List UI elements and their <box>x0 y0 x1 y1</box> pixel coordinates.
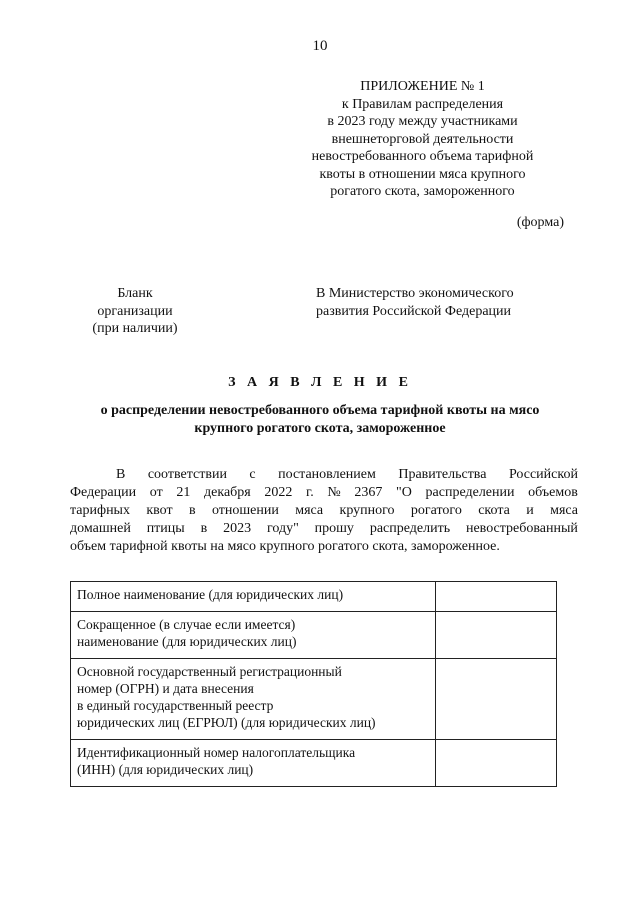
page-number: 10 <box>312 38 328 54</box>
paragraph-word: постановлением <box>278 467 376 482</box>
paragraph-word: распределить <box>369 521 451 536</box>
row-label <box>71 659 436 740</box>
row-value-cell[interactable] <box>435 659 556 740</box>
org-blank-line: Бланк <box>117 286 153 301</box>
paragraph-word: отношении <box>211 503 279 518</box>
paragraph-word: В <box>116 467 126 482</box>
row-label-line: наименование (для юридических лиц) <box>77 634 297 649</box>
paragraph-word: декабря <box>204 485 251 500</box>
paragraph-word: объем тарифной квоты на мясо крупного рогатого скота, замороженное. <box>70 539 500 554</box>
paragraph-word: и <box>526 503 534 518</box>
paragraph-word: рогатого <box>410 503 462 518</box>
paragraph-word: в <box>188 503 196 518</box>
row-label-line: (ИНН) (для юридических лиц) <box>77 762 254 777</box>
paragraph-word: Федерации <box>70 485 137 500</box>
addressee-line: развития Российской Федерации <box>316 303 512 319</box>
appendix-line: квоты в отношении мяса крупного <box>319 166 526 182</box>
paragraph-word: мяса <box>550 503 578 518</box>
paragraph-word: в <box>200 521 208 536</box>
appendix-line: невостребованного объема тарифной <box>311 149 534 164</box>
subtitle-line: о распределении невостребованного объема тарифной квоты на мясо <box>100 403 540 418</box>
addressee-block <box>316 285 616 320</box>
paragraph-word: 2022 <box>264 485 293 500</box>
appendix-line: рогатого скота, замороженного <box>330 184 515 199</box>
paragraph-word: распределении <box>425 485 515 500</box>
row-label-line: Сокращенное (в случае если имеется) <box>77 617 296 632</box>
subtitle-line: крупного рогатого скота, замороженное <box>194 421 446 436</box>
paragraph-word: скота <box>478 503 510 518</box>
appendix-line: ПРИЛОЖЕНИЕ № 1 <box>360 79 485 94</box>
table-row <box>71 582 557 612</box>
table-row <box>71 612 557 659</box>
paragraph-word: прошу <box>314 521 354 536</box>
row-label <box>71 612 436 659</box>
row-value-cell[interactable] <box>435 612 556 659</box>
document-title: З А Я В Л Е Н И Е <box>228 375 412 390</box>
paragraph-word: году" <box>266 521 299 536</box>
paragraph-word: невостребованный <box>465 521 578 536</box>
paragraph-word: тарифных <box>70 503 130 518</box>
paragraph-word: птицы <box>146 521 185 536</box>
form-note: (форма) <box>516 215 564 230</box>
applicant-info-table <box>70 581 557 787</box>
row-label-line: юридических лиц (ЕГРЮЛ) (для юридических лиц) <box>77 715 376 730</box>
table-row <box>71 740 557 787</box>
paragraph-word: "О <box>396 485 412 500</box>
appendix-line: в 2023 году между участниками <box>327 114 518 129</box>
organization-letterhead-block <box>70 285 200 338</box>
addressee-line: В Министерство экономического <box>316 286 514 301</box>
table-row <box>71 659 557 740</box>
paragraph-word: 2023 <box>223 521 252 536</box>
paragraph-word: 21 <box>176 485 191 500</box>
paragraph-word: объемов <box>528 485 578 500</box>
appendix-header <box>300 78 545 201</box>
appendix-line: внешнеторговой деятельности <box>331 131 514 147</box>
request-paragraph <box>70 466 578 556</box>
paragraph-word: с <box>249 467 256 482</box>
paragraph-word: № <box>327 485 341 500</box>
row-label-line: Идентификационный номер налогоплательщика <box>77 745 356 760</box>
paragraph-word: квот <box>146 503 173 518</box>
paragraph-line <box>70 538 578 556</box>
row-label-line: Полное наименование (для юридических лиц) <box>77 587 344 602</box>
paragraph-word: крупного <box>339 503 395 518</box>
paragraph-word: от <box>149 485 163 500</box>
row-label <box>71 740 436 787</box>
paragraph-line <box>70 502 578 520</box>
appendix-line: к Правилам распределения <box>341 96 504 112</box>
paragraph-word: Российской <box>508 467 578 482</box>
row-value-cell[interactable] <box>435 582 556 612</box>
paragraph-word: мяса <box>295 503 324 518</box>
paragraph-word: 2367 <box>354 485 383 500</box>
paragraph-line <box>70 520 578 538</box>
row-label-line: в единый государственный реестр <box>77 698 274 713</box>
paragraph-line <box>70 484 578 502</box>
paragraph-line <box>70 466 578 484</box>
row-label-line: номер (ОГРН) и дата внесения <box>77 681 254 696</box>
paragraph-word: домашней <box>70 521 131 536</box>
paragraph-word: г. <box>306 485 314 500</box>
org-blank-line: организации <box>97 303 173 319</box>
document-subtitle <box>70 402 570 438</box>
paragraph-word: Правительства <box>398 467 487 482</box>
paragraph-word: соответствии <box>147 467 227 482</box>
row-value-cell[interactable] <box>435 740 556 787</box>
org-blank-line: (при наличии) <box>92 321 178 336</box>
row-label-line: Основной государственный регистрационный <box>77 664 342 679</box>
row-label <box>71 582 436 612</box>
